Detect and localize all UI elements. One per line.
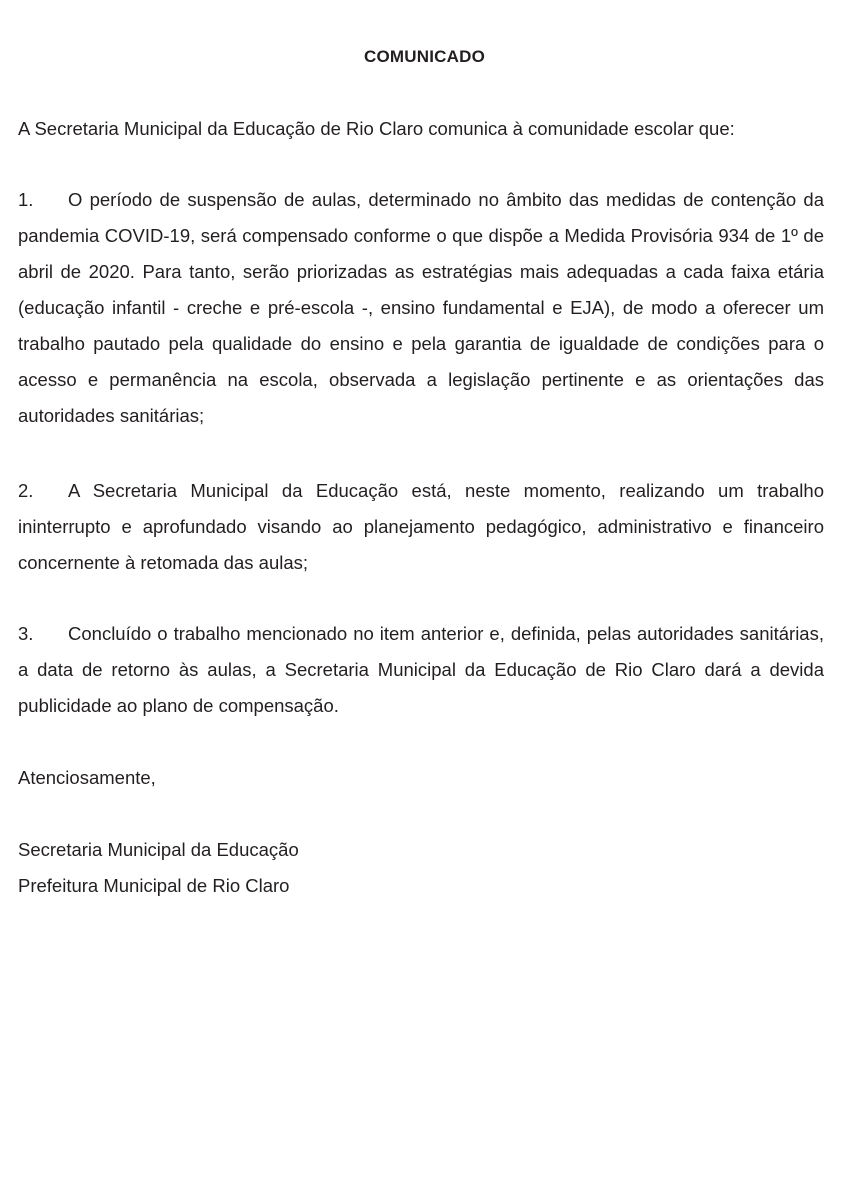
item-text: Concluído o trabalho mencionado no item anterior e, definida, pelas autoridades sanitárias, a data de retorno às aulas, a Secretaria Municipal da Educação de Rio Claro dará a devida publicidade ao plano de compensação. <box>18 623 824 716</box>
item-text: A Secretaria Municipal da Educação está, neste momento, realizando um trabalho ininterrupto e aprofundado visando ao planejamento pedagógico, administrativo e financeiro concernente à retomada das aulas; <box>18 480 824 573</box>
intro-paragraph: A Secretaria Municipal da Educação de Rio Claro comunica à comunidade escolar que: <box>18 118 735 139</box>
item-text: O período de suspensão de aulas, determinado no âmbito das medidas de contenção da pandemia COVID-19, será compensado conforme o que dispõe a Medida Provisória 934 de 1º de abril de 2020. Para tanto, serão priorizadas as estratégias mais adequadas a cada faixa etária (educação infantil - creche e pré-escola -, ensino fundamental e EJA), de modo a oferecer um trabalho pautado pela qualidade do ensino e pela garantia de igualdade de condições para o acesso e permanência na escola, observada a legislação pertinente e as orientações das autoridades sanitárias; <box>18 189 824 426</box>
list-item-3 <box>18 616 824 724</box>
closing-salutation: Atenciosamente, <box>18 767 156 788</box>
item-number: 3. <box>18 623 34 644</box>
item-number: 1. <box>18 189 34 210</box>
item-number: 2. <box>18 480 34 501</box>
document-title: COMUNICADO <box>364 47 485 66</box>
signature-line-1: Secretaria Municipal da Educação <box>18 839 299 860</box>
list-item-2 <box>18 473 824 581</box>
list-item-1 <box>18 182 824 434</box>
signature-line-2: Prefeitura Municipal de Rio Claro <box>18 875 290 896</box>
